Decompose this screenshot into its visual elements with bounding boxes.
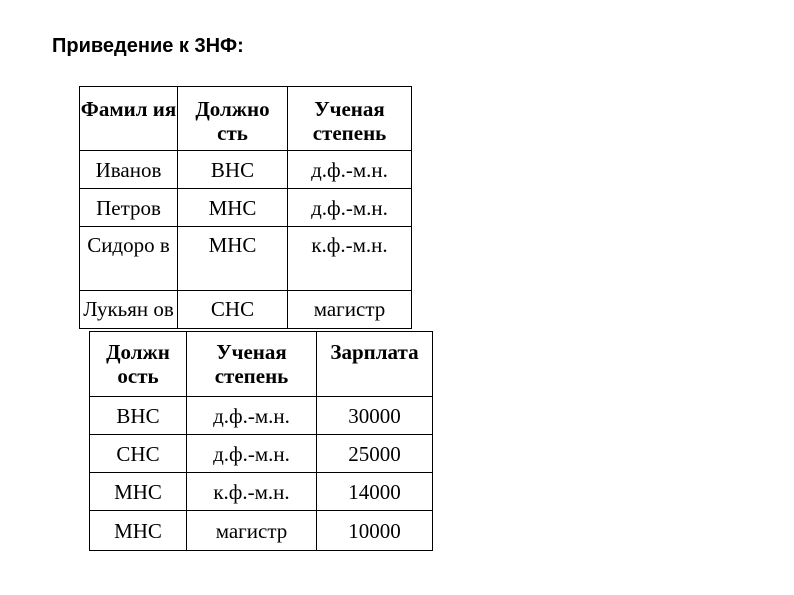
cell-degree: д.ф.-м.н. [187,435,317,473]
header-degree: Ученая степень [288,87,412,151]
cell-salary: 14000 [317,473,433,511]
cell-position: ВНС [90,397,187,435]
cell-salary: 30000 [317,397,433,435]
cell-position: СНС [90,435,187,473]
table-row [90,435,433,473]
slide-title: Приведение к 3НФ: [52,35,244,57]
cell-salary: 25000 [317,435,433,473]
cell-position: ВНС [178,151,288,189]
header-surname: Фамил ия [80,87,178,151]
table-row [90,511,433,551]
table-header-row [90,332,433,397]
employees-table [79,86,412,329]
cell-degree: к.ф.-м.н. [187,473,317,511]
cell-degree: д.ф.-м.н. [187,397,317,435]
cell-degree: д.ф.-м.н. [288,151,412,189]
cell-salary: 10000 [317,511,433,551]
cell-position: МНС [90,511,187,551]
header-position: Должн ость [90,332,187,397]
table-header-row [80,87,412,151]
table-row [80,151,412,189]
cell-position: СНС [178,291,288,329]
table-row [80,291,412,329]
cell-position: МНС [178,189,288,227]
positions-salary-table [89,331,433,551]
header-degree: Ученая степень [187,332,317,397]
table-row [80,227,412,291]
table-row [80,189,412,227]
table-row [90,397,433,435]
cell-position: МНС [178,227,288,291]
header-position: Должно сть [178,87,288,151]
cell-surname: Сидоро в [80,227,178,291]
cell-surname: Лукьян ов [80,291,178,329]
cell-degree: магистр [187,511,317,551]
cell-degree: к.ф.-м.н. [288,227,412,291]
cell-position: МНС [90,473,187,511]
cell-degree: д.ф.-м.н. [288,189,412,227]
table-row [90,473,433,511]
header-salary: Зарплата [317,332,433,397]
cell-degree: магистр [288,291,412,329]
cell-surname: Петров [80,189,178,227]
cell-surname: Иванов [80,151,178,189]
